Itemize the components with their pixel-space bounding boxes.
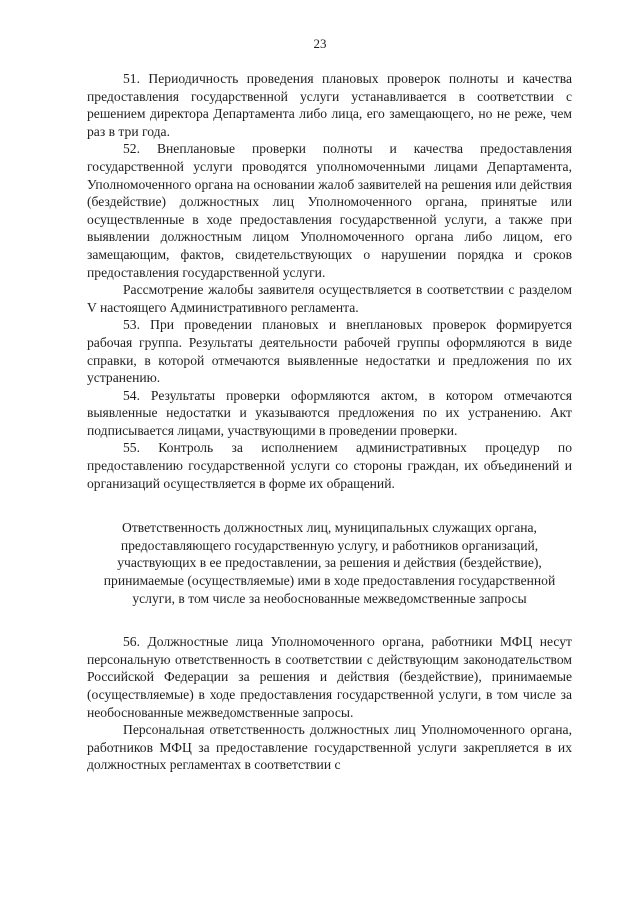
paragraph-56: 56. Должностные лица Уполномоченного органа, работники МФЦ несут персональную ответственность в соответствии с действующим законодательством Российской Федерации за решения и действия (бездействие), принимаемые (осуществляемые) в ходе предоставления государственной услуги, в том числе за необоснованные межведомственные запросы. [87,634,572,720]
paragraph-complaint-review: Рассмотрение жалобы заявителя осуществляется в соответствии с разделом V настоящего Административного регламента. [87,282,572,315]
paragraph-51: 51. Периодичность проведения плановых проверок полноты и качества предоставления государственной услуги устанавливается в соответствии с решением директора Департамента либо лица, его замещающего, но не реже, чем раз в три года. [87,71,572,139]
section-heading: Ответственность должностных лиц, муниципальных служащих органа, предоставляющего государственную услугу, и работников организаций, участвующих в ее предоставлении, за решения и действия (бездействие), принимаемые (осуществляемые) ими в ходе предоставления государственной услуги, в том числе за необоснованные межведомственные запросы [103,520,556,606]
page-number: 23 [313,36,327,51]
paragraph-54: 54. Результаты проверки оформляются актом, в котором отмечаются выявленные недостатки и указываются предложения по их устранению. Акт подписывается лицами, участвующими в проведении проверки. [87,387,572,438]
paragraph-55: 55. Контроль за исполнением административных процедур по предоставлению государственной услуги со стороны граждан, их объединений и организаций осуществляется в форме их обращений. [87,440,572,491]
paragraph-52: 52. Внеплановые проверки полноты и качества предоставления государственной услуги проводятся уполномоченными лицами Департамента, Уполномоченного органа на основании жалоб заявителей на решения или действия (бездействие) должностных лиц Уполномоченного органа, принятые или осуществленные в ходе предоставления государственной услуги, а также при выявлении должностным лицом Уполномоченного органа либо лицом, его замещающим, фактов, свидетельствующих о нарушении порядка и сроков предоставления государственной услуги. [87,141,572,280]
document-body [87,70,572,774]
paragraph-53: 53. При проведении плановых и внеплановых проверок формируется рабочая группа. Результаты деятельности рабочей группы оформляются в виде справки, в которой отмечаются выявленные недостатки и предложения по их устранению. [87,317,572,386]
paragraph-personal-responsibility: Персональная ответственность должностных лиц Уполномоченного органа, работников МФЦ за предоставление государственной услуги закрепляется в их должностных регламентах в соответствии с [87,722,572,773]
